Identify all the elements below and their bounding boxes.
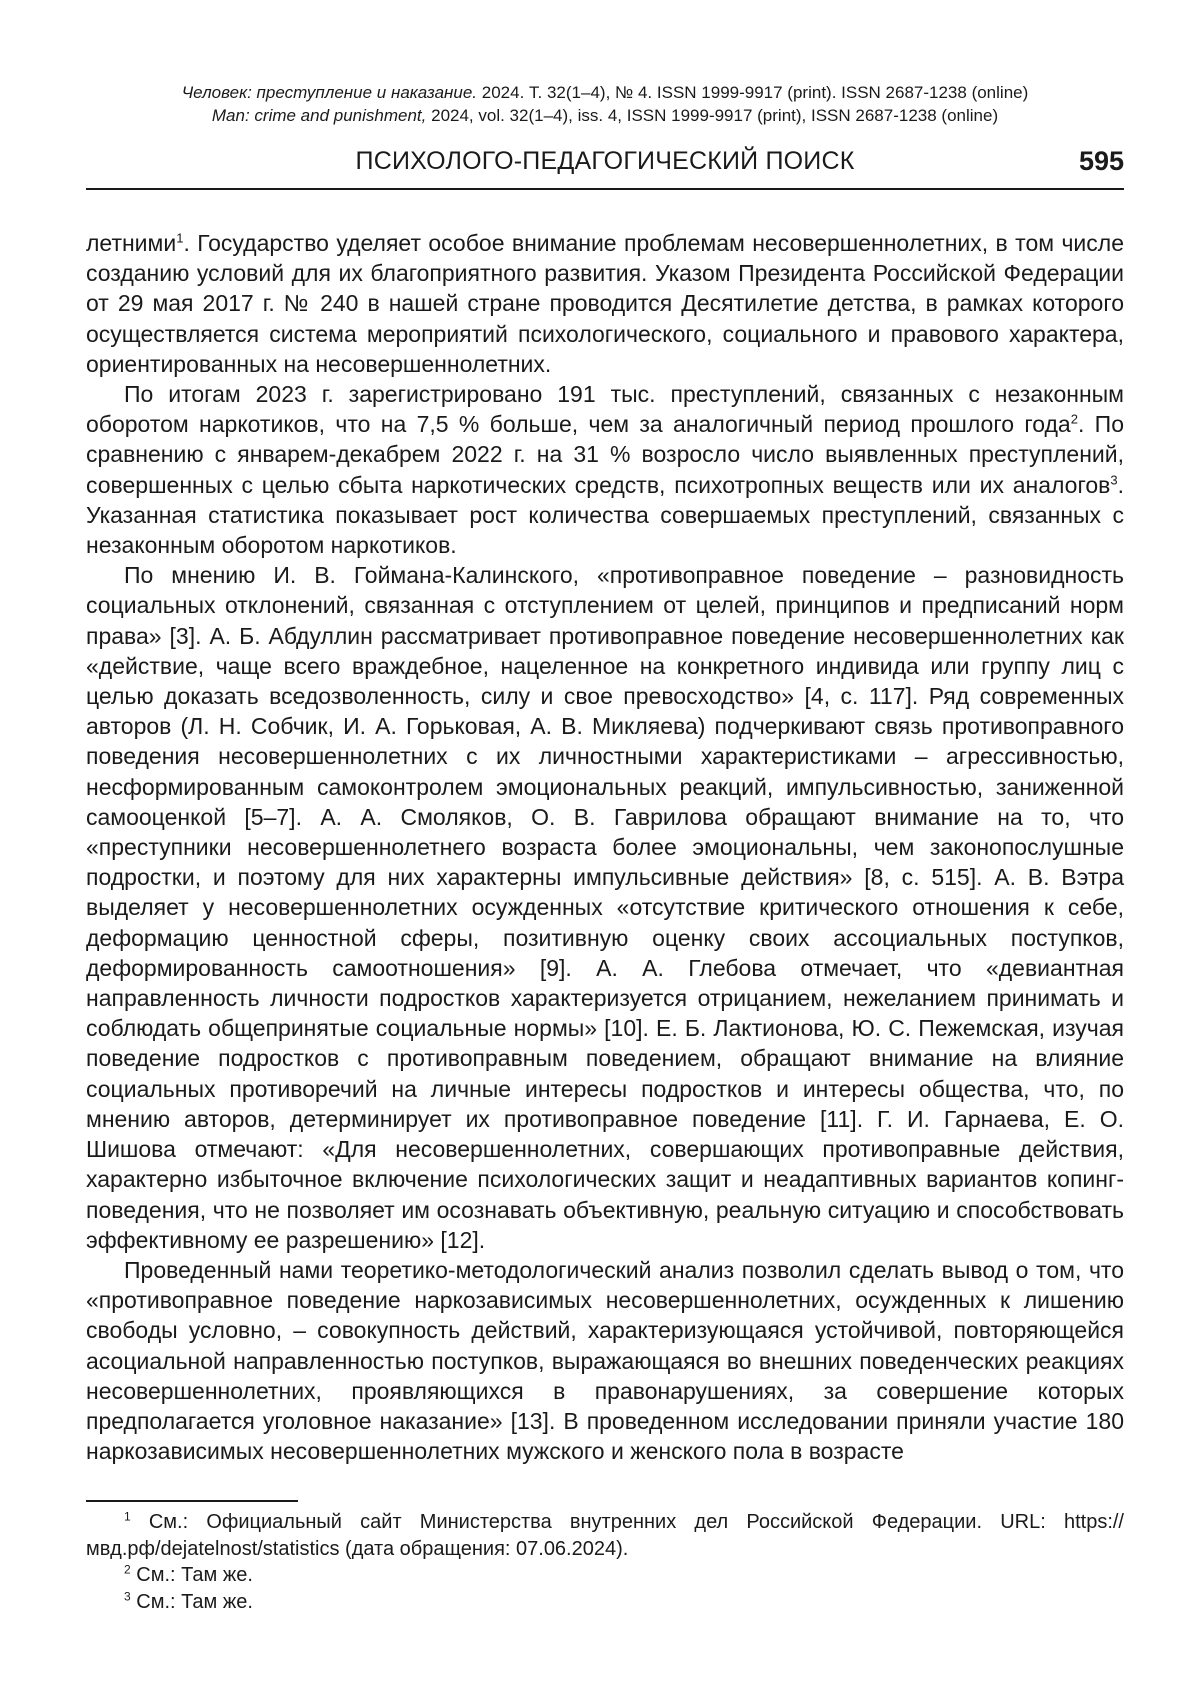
footnote-ref-3: 3: [1110, 471, 1118, 487]
journal-title-ru: Человек: преступление и наказание.: [181, 83, 478, 102]
running-header-en: [86, 105, 1124, 127]
footnote-3-text: См.: Там же.: [130, 1590, 253, 1613]
paragraph-2: [86, 379, 1124, 560]
header-issue-info-ru: 2024. Т. 32(1–4), № 4. ISSN 1999-9917 (print). ISSN 2687-1238 (online): [477, 83, 1029, 102]
footnote-3-number: 3: [124, 1588, 131, 1603]
paragraph-2-text-c: . Указанная статистика показывает рост количества совершаемых преступлений, связанных с незаконным оборотом наркотиков.: [86, 471, 1124, 559]
paragraph-2-text-a: По итогам 2023 г. зарегистрировано 191 тыс. преступлений, связанных с незаконным оборотом наркотиков, что на 7,5 % больше, чем за аналогичный период прошлого года: [86, 381, 1124, 438]
footnote-1-number: 1: [124, 1509, 131, 1524]
body-text: [86, 228, 1124, 1466]
section-header: [86, 144, 1124, 184]
paragraph-4: Проведенный нами теоретико-методологический анализ позволил сделать вывод о том, что «противоправное поведение наркозависимых несовершеннолетних, осужденных к лишению свободы условно, – совокупность действий, характеризующаяся устойчивой, повторяющейся асоциальной направленностью поступков, выражающаяся во внешних поведенческих реакциях несовершеннолетних, проявляющихся в правонарушениях, за совершение которых предполагается уголовное наказание» [13]. В проведенном исследовании приняли участие 180 наркозависимых несовершеннолетних мужского и женского пола в возрасте: [86, 1256, 1124, 1465]
journal-title-en: Man: crime and punishment,: [211, 106, 427, 125]
footnote-ref-1: 1: [176, 230, 184, 246]
footnote-rule: [86, 1500, 298, 1502]
footnote-2-number: 2: [124, 1562, 131, 1577]
footnote-1-text: См.: Официальный сайт Министерства внутренних дел Российской Федерации. URL: https://мвд.рф/dejatelnost/statistics (дата обращения: 07.06.2024).: [86, 1511, 1124, 1560]
running-header-ru: [86, 82, 1124, 104]
paragraph-2-text-b: . По сравнению с январем-декабрем 2022 г. на 31 % возросло число выявленных преступлений, совершенных с целью сбыта наркотических средств, психотропных веществ или их аналогов: [86, 411, 1124, 498]
header-rule: [86, 188, 1124, 190]
footnotes: [86, 1509, 1124, 1615]
footnote-1: [86, 1509, 1124, 1562]
header-issue-info-en: 2024, vol. 32(1–4), iss. 4, ISSN 1999-9917 (print), ISSN 2687-1238 (online): [426, 106, 999, 125]
paragraph-1-text-a: летними: [86, 230, 177, 256]
paragraph-1-text-b: . Государство уделяет особое внимание проблемам несовершеннолетних, в том числе созданию условий для их благоприятного развития. Указом Президента Российской Федерации от 29 мая 2017 г. № 240 в нашей стране проводится Десятилетие детства, в рамках которого осуществляется система мероприятий психологического, социального и правового характера, ориентированных на несовершеннолетних.: [86, 230, 1124, 377]
footnote-2-text: См.: Там же.: [130, 1564, 253, 1586]
section-title: ПСИХОЛОГО-ПЕДАГОГИЧЕСКИЙ ПОИСК: [355, 147, 855, 175]
footnote-2: [86, 1562, 1124, 1589]
paragraph-3: По мнению И. В. Гоймана-Калинского, «противоправное поведение – разновидность социальных отклонений, связанная с отступлением от целей, принципов и предписаний норм права» [3]. А. Б. Абдуллин рассматривает противоправное поведение несовершеннолетних как «действие, чаще всего враждебное, нацеленное на конкретного индивида или группу лиц с целью доказать вседозволенность, силу и свое превосходство» [4, с. 117]. Ряд современных авторов (Л. Н. Собчик, И. А. Горьковая, А. В. Микляева) подчеркивают связь противоправного поведения несовершеннолетних с их личностными характеристиками – агрессивностью, несформированным самоконтролем эмоциональных реакций, импульсивностью, заниженной самооценкой [5–7]. А. А. Смоляков, О. В. Гаврилова обращают внимание на то, что «преступники несовершеннолетнего возраста более эмоциональны, чем законопослушные подростки, и поэтому для них характерны импульсивные действия» [8, с. 515]. А. В. Вэтра выделяет у несовершеннолетних осужденных «отсутствие критического отношения к себе, деформацию ценностной сферы, позитивную оценку своих ассоциальных поступков, деформированность самоотношения» [9]. А. А. Глебова отмечает, что «девиантная направленность личности подростков характеризуется отрицанием, нежеланием принимать и соблюдать общепринятые социальные нормы» [10]. Е. Б. Лактионова, Ю. С. Пежемская, изучая поведение подростков с противоправным поведением, обращают внимание на влияние социальных противоречий на личные интересы подростков и интересы общества, что, по мнению авторов, детерминирует их противоправное поведение [11]. Г. И. Гарнаева, Е. О. Шишова отмечают: «Для несовершеннолетних, совершающих противоправные действия, характерно избыточное включение психологических защит и неадаптивных вариантов копинг-поведения, что не позволяет им осознавать объективную, реальную ситуацию и способствовать эффективному ее разрешению» [12].: [86, 562, 1124, 1253]
page-number: 595: [1078, 146, 1124, 176]
footnote-3: [86, 1589, 1124, 1616]
paragraph-1: [86, 228, 1124, 379]
footnote-ref-2: 2: [1070, 411, 1078, 427]
